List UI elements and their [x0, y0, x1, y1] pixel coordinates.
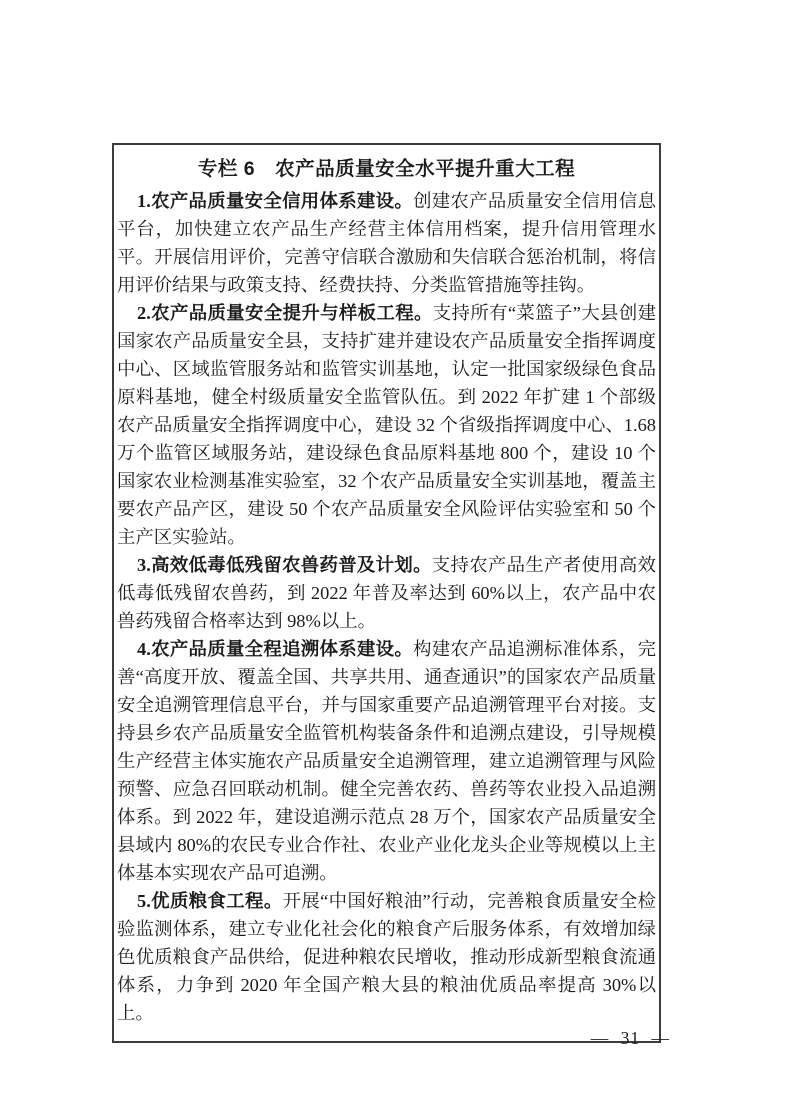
paragraph-body: 支持农产品生产者使用高效低毒低残留农兽药，到 2022 年普及率达到 60%以上，农产品中农兽药残留合格率达到 98%以上。 — [117, 555, 656, 631]
paragraph-lead: 3.高效低毒低残留农兽药普及计划。 — [137, 555, 432, 575]
paragraph-body: 构建农产品追溯标准体系，完善“高度开放、覆盖全国、共享共用、通查通识”的国家农产品质量安全追溯管理信息平台，并与国家重要产品追溯管理平台对接。支持县乡农产品质量安全监管机构装备条件和追溯点建设，引导规模生产经营主体实施农产品质量安全追溯管理，建立追溯管理与风险预警、应急召回联动机制。健全完善农药、兽药等农业投入品追溯体系。到 2022 年，建设追溯示范点 28 万个，国家农产品质量安全县域内 80%的农民专业合作社、农业产业化龙头企业等规模以上主体基本实现农产品可追溯。 — [117, 639, 656, 883]
paragraph-lead: 4.农产品质量全程追溯体系建设。 — [137, 639, 414, 659]
box-paragraph — [117, 635, 656, 887]
box-paragraph — [117, 187, 656, 299]
box-paragraph — [117, 551, 656, 635]
box-title: 专栏 6 农产品质量安全水平提升重大工程 — [197, 158, 576, 180]
box-paragraph — [117, 887, 656, 1027]
box-paragraphs — [117, 187, 656, 1027]
paragraph-body: 创建农产品质量安全信用信息平台，加快建立农产品生产经营主体信用档案，提升信用管理水平。开展信用评价，完善守信联合激励和失信联合惩治机制，将信用评价结果与政策支持、经费扶持、分类监管措施等挂钩。 — [117, 191, 656, 295]
page-number: — 31 — — [590, 1028, 670, 1048]
paragraph-body: 开展“中国好粮油”行动，完善粮食质量安全检验监测体系，建立专业化社会化的粮食产后服务体系，有效增加绿色优质粮食产品供给，促进种粮农民增收，推动形成新型粮食流通体系，力争到 2020 年全国产粮大县的粮油优质品率提高 30%以上。 — [117, 891, 656, 1023]
paragraph-body: 支持所有“菜篮子”大县创建国家农产品质量安全县，支持扩建并建设农产品质量安全指挥调度中心、区域监管服务站和监管实训基地，认定一批国家级绿色食品原料基地，健全村级质量安全监管队伍。到 2022 年扩建 1 个部级农产品质量安全指挥调度中心，建设 32 个省级指挥调度中心、1.68 万个监管区域服务站，建设绿色食品原料基地 800 个，建设 10 个国家农业检测基准实验室，32 个农产品质量安全实训基地，覆盖主要农产品产区，建设 50 个农产品质量安全风险评估实验室和 50 个主产区实验站。 — [117, 303, 656, 547]
paragraph-lead: 5.优质粮食工程。 — [137, 891, 283, 911]
paragraph-lead: 1.农产品质量安全信用体系建设。 — [137, 191, 414, 211]
feature-box — [112, 143, 661, 1043]
box-paragraph — [117, 299, 656, 551]
paragraph-lead: 2.农产品质量安全提升与样板工程。 — [137, 303, 433, 323]
